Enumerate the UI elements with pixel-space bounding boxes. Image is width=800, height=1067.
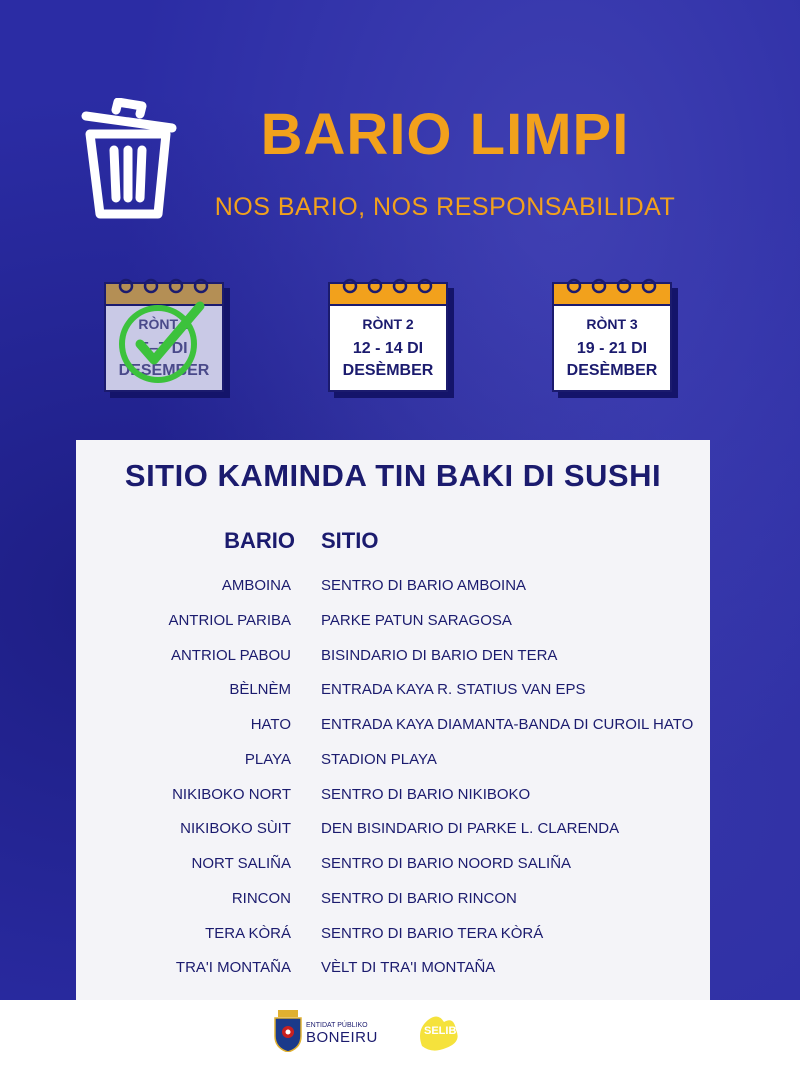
round-label: RÒNT 1 [138,316,190,332]
round-month: DESÈMBER [342,362,434,379]
bario-cell: TRA'I MONTAÑA [175,959,291,976]
entity-line-2: BONEIRU [306,1029,378,1046]
trash-can-icon [78,98,178,220]
coat-of-arms-logo [273,1010,303,1052]
page-title: BARIO LIMPI [260,102,630,167]
bario-cell: NIKIBOKO SÙIT [180,820,291,837]
sitio-cell: BISINDARIO DI BARIO DEN TERA [321,647,558,664]
selibon-logo-text: SELIBON [424,1025,473,1037]
round-month: DESEMBER [118,362,210,379]
calendar-round-2 [328,282,448,392]
locations-title: SITIO KAMINDA TIN BAKI DI SUSHI [124,458,662,493]
table-row [76,890,710,914]
bario-cell: HATO [250,716,291,733]
calendar-round-1 [104,282,224,392]
bario-cell: BÈLNÈM [229,681,291,698]
round-dates: 12 - 14 DI [352,340,424,357]
checkmark-icon [114,298,210,384]
sitio-cell: SENTRO DI BARIO TERA KÒRÁ [321,925,544,942]
entity-line-1: ENTIDAT PÚBLIKO [306,1022,368,1029]
table-row [76,820,710,844]
sitio-cell: SENTRO DI BARIO AMBOINA [321,577,527,594]
bario-cell: ANTRIOL PARIBA [168,612,291,629]
round-dates: 5–7 DI [140,340,188,357]
table-row [76,681,710,705]
round-month: DESÈMBER [566,362,658,379]
table-row [76,577,710,601]
sitio-cell: SENTRO DI BARIO RINCON [321,890,517,907]
calendar-rings-icon [336,270,440,296]
table-row [76,855,710,879]
table-row [76,647,710,671]
table-row [76,716,710,740]
table-row [76,612,710,636]
sitio-cell: VÈLT DI TRA'I MONTAÑA [321,959,496,976]
sitio-cell: ENTRADA KAYA DIAMANTA-BANDA DI CUROIL HATO [321,716,694,733]
calendar-rings-icon [112,270,216,296]
round-label: RÒNT 2 [362,316,414,332]
locations-panel [76,440,710,1000]
sitio-cell: ENTRADA KAYA R. STATIUS VAN EPS [321,681,586,698]
bario-cell: TERA KÒRÁ [205,925,291,942]
table-row [76,786,710,810]
bario-cell: RINCON [231,890,291,907]
bario-cell: PLAYA [244,751,291,768]
calendar-rings-icon [560,270,664,296]
bario-cell: NIKIBOKO NORT [172,786,291,803]
column-header-bario: BARIO [224,528,295,553]
table-row [76,751,710,775]
bario-cell: ANTRIOL PABOU [170,647,291,664]
selibon-logo [416,1012,486,1052]
column-header-sitio: SITIO [321,528,379,553]
entity-logo-text [306,1021,378,1046]
sitio-cell: DEN BISINDARIO DI PARKE L. CLARENDA [321,820,620,837]
calendar-round-3 [552,282,672,392]
table-row [76,925,710,949]
footer [0,1000,800,1067]
round-dates: 19 - 21 DI [576,340,648,357]
sitio-cell: STADION PLAYA [321,751,437,768]
round-label: RÒNT 3 [586,316,638,332]
sitio-cell: SENTRO DI BARIO NIKIBOKO [321,786,531,803]
bario-cell: NORT SALIÑA [191,855,291,872]
table-row [76,959,710,983]
sitio-cell: PARKE PATUN SARAGOSA [321,612,512,629]
sitio-cell: SENTRO DI BARIO NOORD SALIÑA [321,855,572,872]
bario-cell: AMBOINA [221,577,291,594]
page-subtitle: NOS BARIO, NOS RESPONSABILIDAT [214,193,676,221]
